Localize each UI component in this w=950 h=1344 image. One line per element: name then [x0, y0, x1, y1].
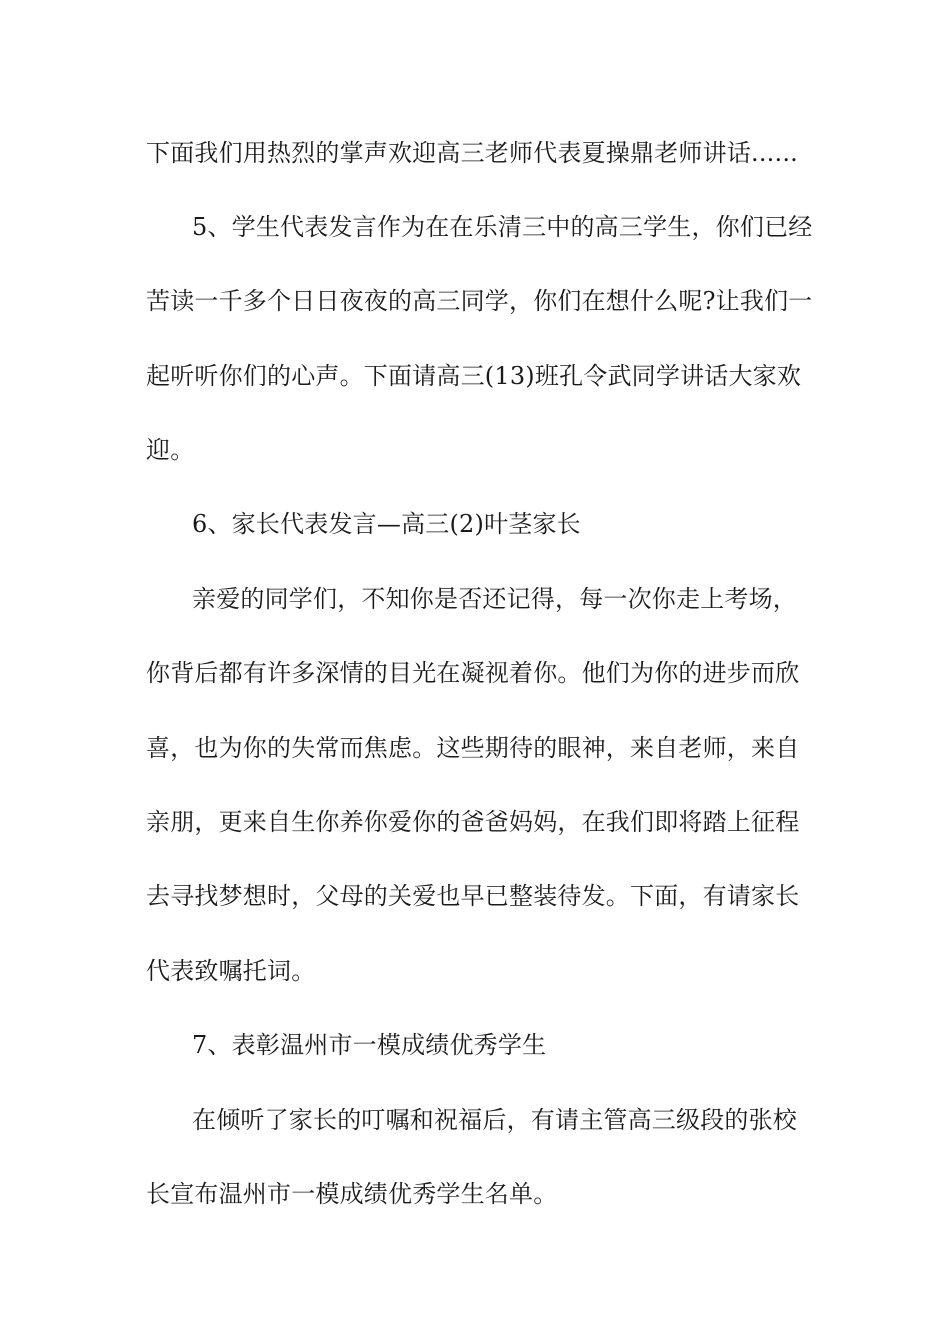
text-line: 你背后都有许多深情的目光在凝视着你。他们为你的进步而欣 — [146, 659, 800, 687]
text-line: 起听听你们的心声。下面请高三(13)班孔令武同学讲话大家欢 — [146, 362, 802, 390]
section-heading-5: 5、学生代表发言作为在在乐清三中的高三学生，你们已经 — [192, 213, 813, 241]
text-line: 去寻找梦想时，父母的关爱也早已整装待发。下面，有请家长 — [146, 882, 800, 910]
text-line: 喜，也为你的失常而焦虑。这些期待的眼神，来自老师，来自 — [146, 734, 800, 762]
paragraph-start: 亲爱的同学们，不知你是否还记得，每一次你走上考场， — [192, 585, 797, 613]
text-line: 代表致嘱托词。 — [146, 957, 316, 985]
paragraph-start: 在倾听了家长的叮嘱和祝福后，有请主管高三级段的张校 — [192, 1106, 797, 1134]
text-line: 下面我们用热烈的掌声欢迎高三老师代表夏操鼎老师讲话...... — [146, 139, 798, 167]
text-line: 亲朋，更来自生你养你爱你的爸爸妈妈，在我们即将踏上征程 — [146, 808, 800, 836]
text-line: 迎。 — [146, 436, 195, 464]
section-heading-6: 6、家长代表发言—高三(2)叶茎家长 — [192, 510, 581, 538]
text-line: 苦读一千多个日日夜夜的高三同学，你们在想什么呢?让我们一 — [146, 287, 813, 315]
text-line: 长宣布温州市一模成绩优秀学生名单。 — [146, 1180, 558, 1208]
section-heading-7: 7、表彰温州市一模成绩优秀学生 — [192, 1031, 547, 1059]
